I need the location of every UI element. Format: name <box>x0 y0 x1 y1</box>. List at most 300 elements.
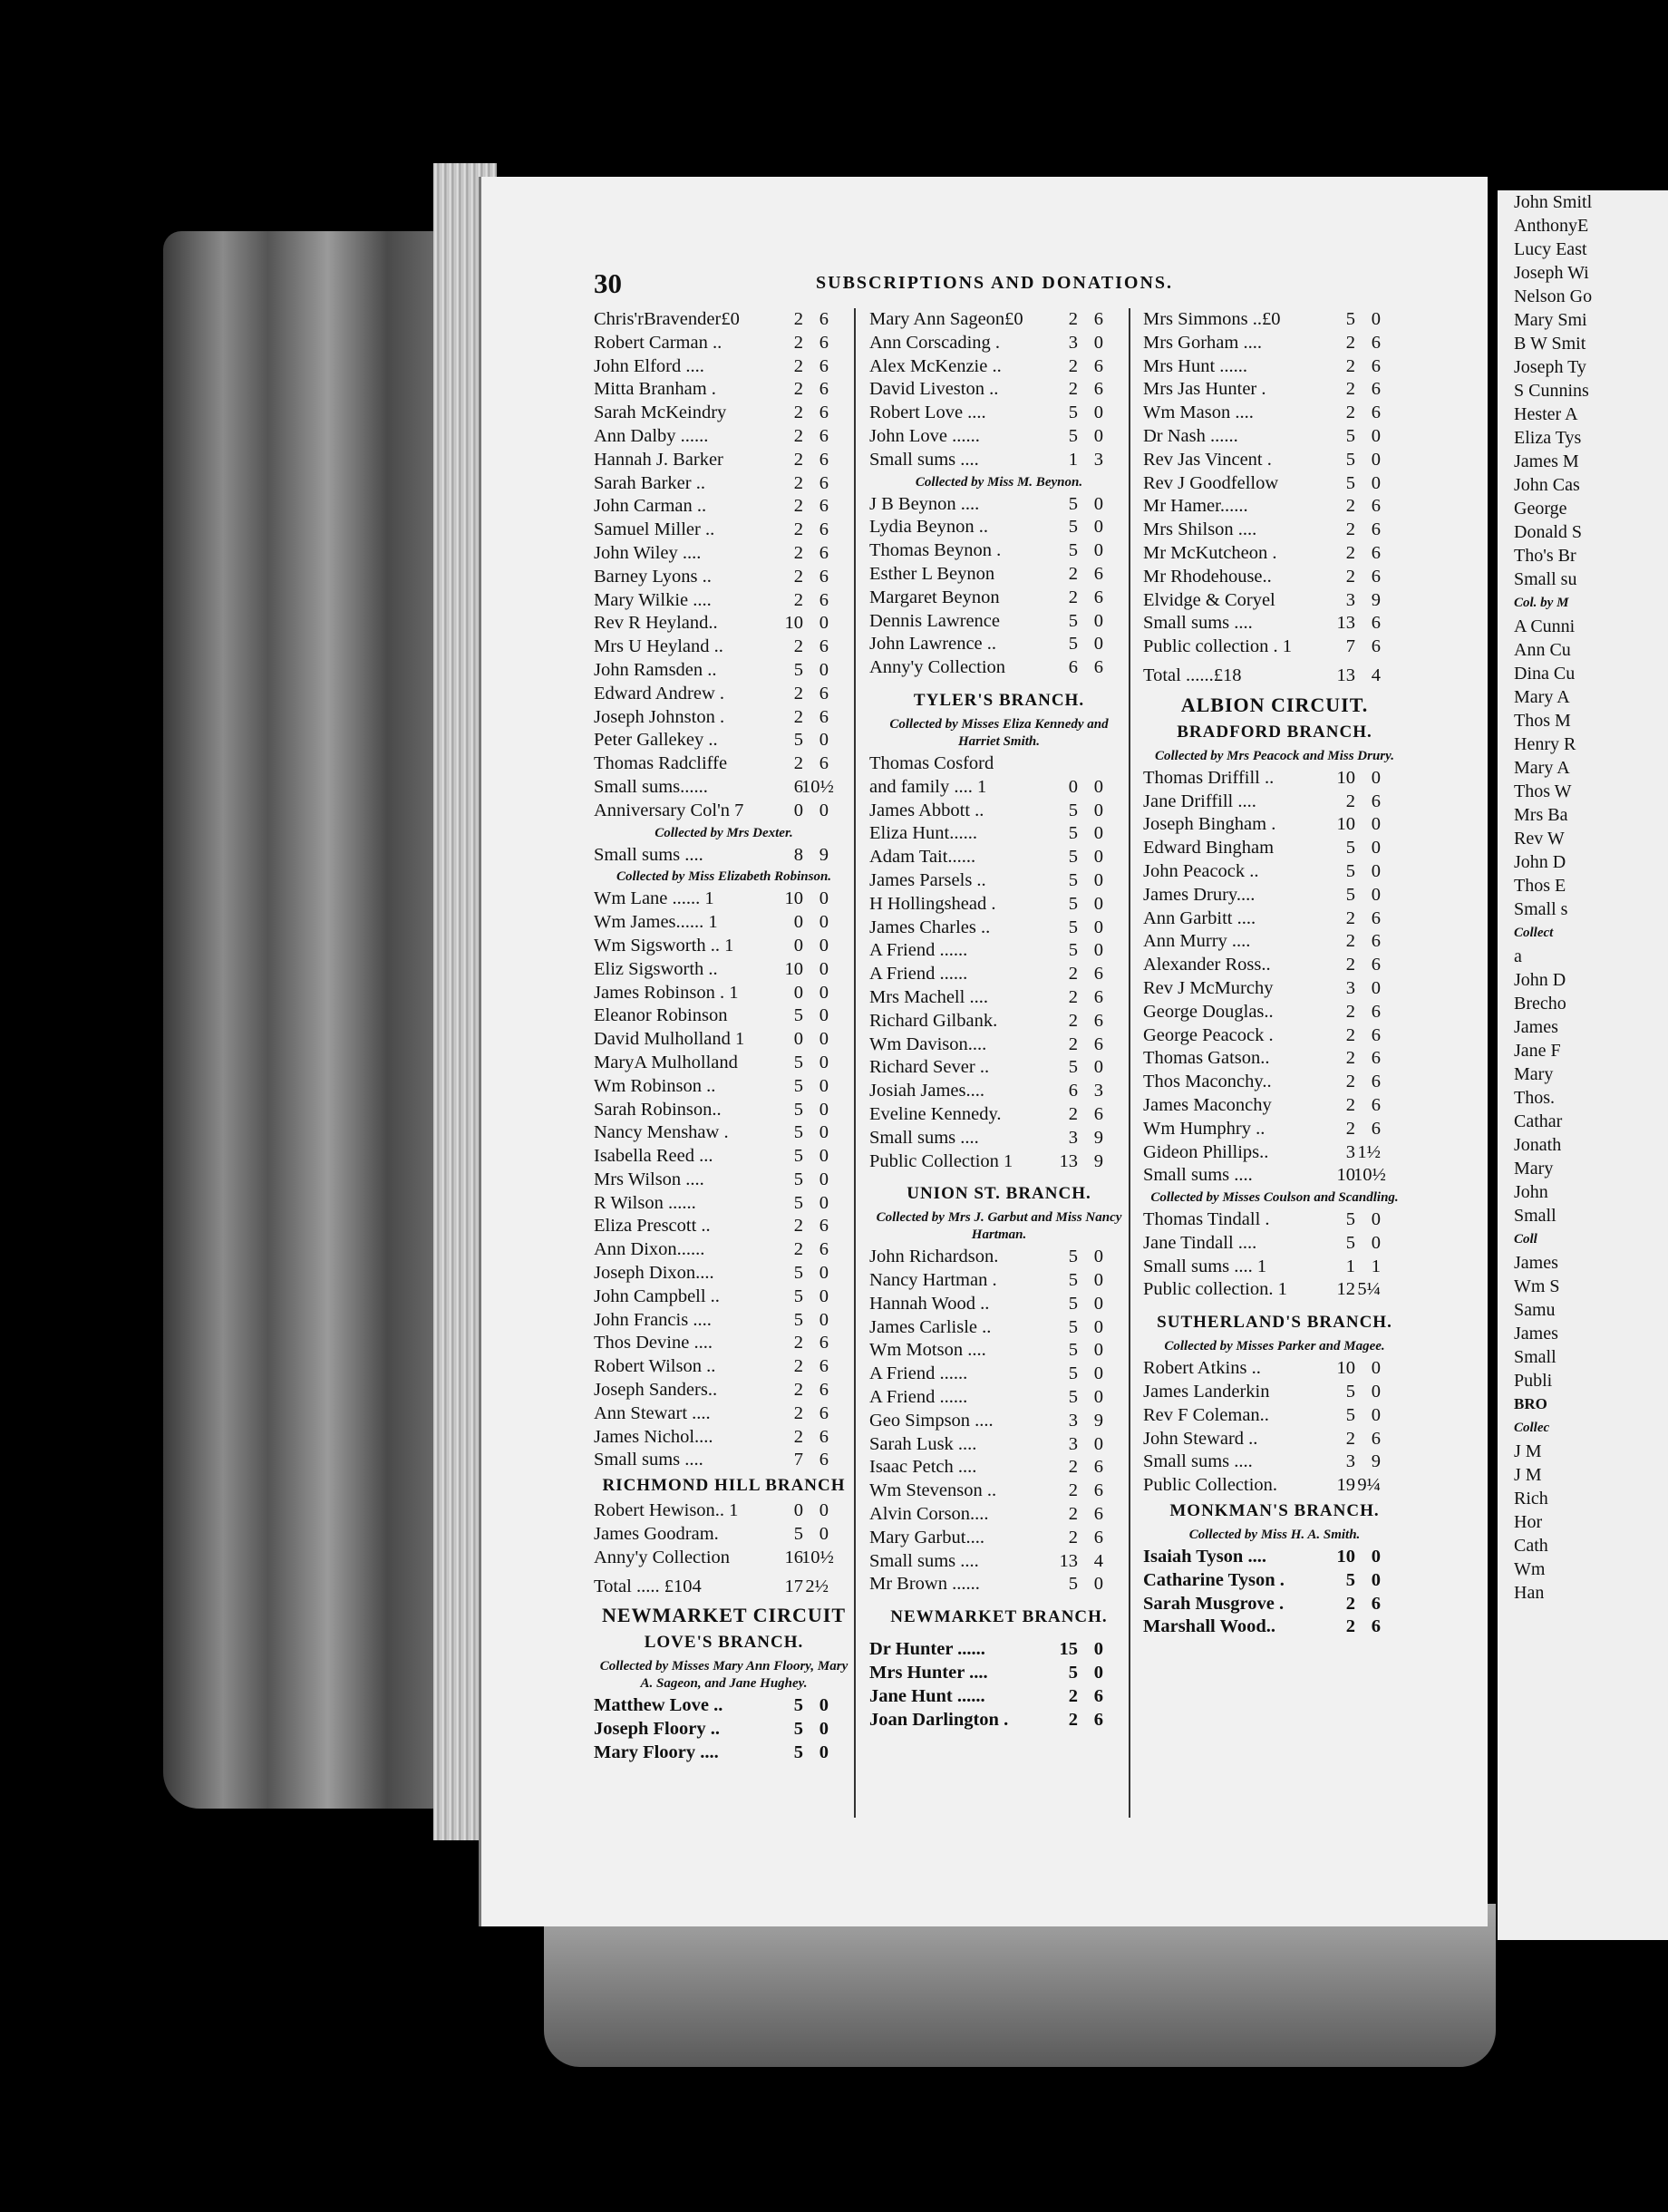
facing-page-line: Joseph Ty <box>1514 357 1586 377</box>
amount-pence: 0 <box>819 1169 829 1189</box>
amount-pence: 6 <box>819 403 829 423</box>
facing-page-line: Nelson Go <box>1514 286 1593 306</box>
subscriber-name: James Carlisle .. <box>869 1316 992 1337</box>
subscriber-name: John Ramsden .. <box>594 659 717 680</box>
subscriber-name: Sarah Musgrove . <box>1143 1593 1285 1614</box>
subscription-row <box>594 1694 854 1718</box>
amount-pence: 0 <box>1093 847 1103 868</box>
subscription-row <box>1143 566 1406 589</box>
subscription-row <box>869 1056 1129 1080</box>
subscriber-name: Matthew Love .. <box>594 1695 723 1716</box>
subscription-row <box>869 656 1129 680</box>
subscriber-name: James Landerkin <box>1143 1382 1270 1402</box>
amount-shillings: 0 <box>793 935 803 956</box>
amount-pence: 0 <box>819 1075 829 1096</box>
subscriber-name: Thomas Cosford <box>869 752 994 773</box>
amount-shillings: 2 <box>1068 1685 1078 1706</box>
amount-pence: 9 <box>1371 589 1381 610</box>
facing-page-line: Small s <box>1514 899 1568 919</box>
amount-pence: 6 <box>819 566 829 587</box>
subscription-row <box>869 1662 1129 1685</box>
amount-pence: 0 <box>1371 449 1381 470</box>
facing-page-line: B W Smit <box>1514 334 1586 354</box>
amount-shillings: 5 <box>793 1099 803 1120</box>
amount-shillings: 2 <box>1345 1094 1355 1115</box>
amount-pence: 0 <box>1371 1358 1381 1379</box>
amount-shillings: 2 <box>1068 1033 1078 1054</box>
amount-pence: 6 <box>819 1380 829 1401</box>
subscription-row <box>594 1547 854 1570</box>
subscription-row <box>594 519 854 542</box>
section-heading: UNION ST. BRANCH. <box>907 1184 1091 1204</box>
subscriber-name: Rev F Coleman.. <box>1143 1404 1269 1425</box>
amount-pence: 6 <box>819 309 829 329</box>
amount-pence: 0 <box>1371 838 1381 859</box>
facing-page-line: Lucy East <box>1514 239 1587 259</box>
amount-pence: 0 <box>819 935 829 956</box>
subscriber-name: Samuel Miller .. <box>594 519 715 540</box>
amount-pence: 6 <box>1371 403 1381 423</box>
amount-shillings: 5 <box>1345 425 1355 446</box>
subscription-row <box>594 589 854 613</box>
amount-pence: 6 <box>1093 1527 1103 1547</box>
amount-shillings: 2 <box>1345 907 1355 928</box>
facing-page-line: Collec <box>1514 1421 1550 1435</box>
subscription-row <box>594 683 854 706</box>
subscriber-name: Ann Garbitt .... <box>1143 907 1256 928</box>
amount-pence: 0 <box>1371 472 1381 493</box>
subscriber-name: Hannah Wood .. <box>869 1293 990 1314</box>
subscriber-name: Esther L Beynon <box>869 563 995 584</box>
subscriber-name: Joseph Sanders.. <box>594 1380 718 1401</box>
amount-shillings: 2 <box>1068 986 1078 1007</box>
subscriber-name: Wm Stevenson .. <box>869 1480 997 1501</box>
subscription-row <box>594 1355 854 1379</box>
spacer <box>869 680 1129 687</box>
amount-pence: 9 <box>1093 1410 1103 1431</box>
subscriber-name: Gideon Phillips.. <box>1143 1141 1269 1162</box>
amount-shillings: 2 <box>1345 1616 1355 1637</box>
subscriber-name: Sarah Lusk .... <box>869 1433 977 1454</box>
amount-pence: 10½ <box>1353 1165 1386 1186</box>
subscription-row <box>869 355 1129 379</box>
amount-shillings: 2 <box>1345 1593 1355 1614</box>
amount-shillings: 5 <box>1068 823 1078 844</box>
subscription-row <box>1143 1024 1406 1048</box>
subscriber-name: Wm Davison.... <box>869 1033 987 1054</box>
amount-shillings: 5 <box>1345 1404 1355 1425</box>
subscriber-name: Mary Ann Sageon£0 <box>869 309 1023 329</box>
subscriber-name: Small sums .... <box>869 1550 979 1571</box>
facing-page-line: A Cunni <box>1514 616 1576 636</box>
amount-pence: 0 <box>819 1192 829 1213</box>
column-2 <box>869 308 1130 1818</box>
subscription-row <box>594 472 854 496</box>
subscription-row <box>594 1379 854 1402</box>
amount-pence: 0 <box>819 1122 829 1143</box>
amount-shillings: 5 <box>793 1169 803 1189</box>
facing-page-line: Dina Cu <box>1514 664 1576 684</box>
subscriber-name: Mrs Machell .... <box>869 986 988 1007</box>
amount-shillings: 2 <box>793 379 803 400</box>
subscriber-name: J B Beynon .... <box>869 493 980 514</box>
amount-pence: 0 <box>819 1029 829 1050</box>
amount-shillings: 3 <box>1068 1127 1078 1148</box>
subscriber-name: James Maconchy <box>1143 1094 1272 1115</box>
amount-pence: 0 <box>1093 1574 1103 1595</box>
amount-pence: 0 <box>1093 776 1103 797</box>
subscription-row <box>869 917 1129 940</box>
facing-page-line: James <box>1514 1253 1558 1273</box>
subscriber-name: A Friend ...... <box>869 940 968 961</box>
amount-shillings: 3 <box>1068 1433 1078 1454</box>
amount-shillings: 2 <box>1345 1024 1355 1045</box>
subscription-row <box>1143 860 1406 884</box>
subscriber-name: Edward Bingham <box>1143 838 1275 859</box>
subscriber-name: Ann Stewart .... <box>594 1402 711 1423</box>
amount-shillings: 5 <box>1068 893 1078 914</box>
subscription-row <box>594 1332 854 1355</box>
subscriber-name: Peter Gallekey .. <box>594 730 718 751</box>
subscriber-name: Robert Hewison.. 1 <box>594 1500 739 1521</box>
amount-shillings: 5 <box>1345 449 1355 470</box>
subscriber-name: John Love ...... <box>869 425 980 446</box>
subscriber-name: Margaret Beynon <box>869 587 1000 607</box>
amount-shillings: 2 <box>793 683 803 703</box>
subscription-row <box>1143 1047 1406 1071</box>
subscription-row <box>869 1480 1129 1503</box>
amount-shillings: 2 <box>1345 519 1355 540</box>
amount-pence: 6 <box>819 683 829 703</box>
amount-shillings: 2 <box>1068 1709 1078 1730</box>
amount-pence: 6 <box>1371 1118 1381 1139</box>
amount-pence: 0 <box>819 1719 829 1740</box>
amount-pence: 6 <box>1371 1094 1381 1115</box>
subscriber-name: Wm Mason .... <box>1143 403 1254 423</box>
amount-pence: 0 <box>1371 1382 1381 1402</box>
amount-shillings: 1 <box>1345 1256 1355 1276</box>
subscription-row <box>594 635 854 659</box>
subscription-row <box>594 1052 854 1075</box>
amount-pence: 0 <box>1093 1293 1103 1314</box>
amount-shillings: 2 <box>1068 309 1078 329</box>
subscriber-name: Joseph Bingham . <box>1143 814 1276 835</box>
facing-page-line: a <box>1514 946 1522 966</box>
subscription-row <box>1143 402 1406 425</box>
amount-pence: 0 <box>1093 869 1103 890</box>
subscriber-name: Eveline Kennedy. <box>869 1103 1002 1124</box>
amount-shillings: 5 <box>1068 517 1078 538</box>
amount-pence: 0 <box>1093 403 1103 423</box>
subscription-row <box>594 1121 854 1145</box>
subscription-row <box>1143 612 1406 635</box>
amount-shillings: 5 <box>793 659 803 680</box>
subscription-row <box>1143 767 1406 791</box>
amount-shillings: 7 <box>1345 636 1355 657</box>
subscription-row <box>594 1099 854 1122</box>
subscription-row <box>869 425 1129 449</box>
subscription-row <box>869 1550 1129 1574</box>
subscriber-name: John Peacock .. <box>1143 860 1259 881</box>
subscription-row <box>594 1145 854 1169</box>
subscription-row <box>869 610 1129 634</box>
amount-shillings: 5 <box>1345 1209 1355 1230</box>
amount-shillings: 2 <box>793 566 803 587</box>
facing-page-line: Wm S <box>1514 1276 1560 1296</box>
subscriber-name: Jane Hunt ...... <box>869 1685 985 1706</box>
subscription-row <box>594 888 854 911</box>
subscriber-name: Rev J McMurchy <box>1143 977 1274 998</box>
subscription-row <box>594 1449 854 1472</box>
amount-shillings: 5 <box>793 1524 803 1545</box>
amount-pence: 0 <box>1093 1316 1103 1337</box>
subscription-row <box>869 1456 1129 1480</box>
subscriber-name: Wm Sigsworth .. 1 <box>594 935 734 956</box>
amount-shillings: 2 <box>793 403 803 423</box>
amount-pence: 6 <box>819 519 829 540</box>
amount-pence: 6 <box>1371 1048 1381 1069</box>
amount-pence: 0 <box>1371 1404 1381 1425</box>
amount-shillings: 5 <box>793 1285 803 1306</box>
subscriber-name: Small sums .... <box>1143 613 1253 634</box>
facing-page-line: Rev W <box>1514 829 1565 849</box>
amount-pence: 6 <box>819 1333 829 1353</box>
amount-pence: 6 <box>1093 355 1103 376</box>
subscription-row <box>594 752 854 776</box>
subscriber-name: Mary Garbut.... <box>869 1527 984 1547</box>
subscription-row <box>594 425 854 449</box>
amount-shillings: 0 <box>793 912 803 933</box>
amount-shillings: 5 <box>793 1695 803 1716</box>
facing-page-line: Joseph Wi <box>1514 263 1589 283</box>
amount-pence: 0 <box>1093 940 1103 961</box>
subscription-row <box>869 846 1129 869</box>
subscription-row <box>869 1363 1129 1386</box>
subscriber-name: Alex McKenzie .. <box>869 355 1002 376</box>
facing-page-line: John D <box>1514 970 1566 990</box>
subscription-row <box>594 911 854 935</box>
subscriber-name: David Mulholland 1 <box>594 1029 745 1050</box>
amount-pence: 0 <box>1093 1270 1103 1291</box>
subscription-row <box>869 1527 1129 1550</box>
subscriber-name: Sarah Robinson.. <box>594 1099 722 1120</box>
amount-shillings: 5 <box>1068 800 1078 820</box>
amount-shillings: 6 <box>1068 1081 1078 1101</box>
subscriber-name: Elvidge & Coryel <box>1143 589 1275 610</box>
amount-shillings: 3 <box>1345 977 1355 998</box>
collector-note: Collected by Miss H. A. Smith. <box>1188 1528 1361 1543</box>
amount-pence: 6 <box>1371 566 1381 587</box>
facing-page-line: Thos E <box>1514 876 1566 896</box>
amount-pence: 6 <box>819 1402 829 1423</box>
collector-note: Collected by Misses Coulson and Scandling. <box>1150 1190 1399 1206</box>
subscriber-name: Dennis Lawrence <box>869 610 1001 631</box>
subscriber-name: Small sums .... 1 <box>1143 1256 1267 1276</box>
subscription-row <box>869 1127 1129 1150</box>
facing-page-line: Rich <box>1514 1489 1548 1509</box>
subscription-row <box>1143 589 1406 613</box>
amount-shillings: 0 <box>793 982 803 1003</box>
amount-shillings: 2 <box>1068 1527 1078 1547</box>
amount-shillings: 5 <box>1068 1293 1078 1314</box>
amount-shillings: 10 <box>1336 1358 1355 1379</box>
subscription-row <box>869 822 1129 846</box>
amount-shillings: 3 <box>1068 1410 1078 1431</box>
amount-pence: 0 <box>1093 823 1103 844</box>
subscription-row <box>1143 1071 1406 1094</box>
amount-pence: 6 <box>1093 1504 1103 1525</box>
subscription-row <box>594 495 854 519</box>
amount-pence: 0 <box>1093 1363 1103 1384</box>
subscriber-name: Thos Devine .... <box>594 1333 713 1353</box>
amount-shillings: 19 <box>1336 1475 1355 1496</box>
amount-pence: 6 <box>819 1356 829 1377</box>
subscription-row <box>1143 1232 1406 1256</box>
amount-shillings: 1 <box>1068 449 1078 470</box>
subscriber-name: Mr Hamer...... <box>1143 496 1248 517</box>
amount-shillings: 2 <box>793 496 803 517</box>
amount-pence: 0 <box>819 888 829 909</box>
spacer <box>869 1173 1129 1180</box>
amount-shillings: 12 <box>1336 1279 1355 1300</box>
subscriber-name: Public collection . 1 <box>1143 636 1292 657</box>
subscription-row <box>594 1718 854 1741</box>
subscriber-name: John Francis .... <box>594 1309 712 1330</box>
amount-pence: 0 <box>819 1309 829 1330</box>
subscriber-name: Mrs Jas Hunter . <box>1143 379 1266 400</box>
subscriber-name: Robert Atkins .. <box>1143 1358 1261 1379</box>
section-heading: BRADFORD BRANCH. <box>1177 722 1372 742</box>
amount-pence: 6 <box>1371 379 1381 400</box>
amount-shillings: 2 <box>1345 403 1355 423</box>
amount-shillings: 2 <box>793 425 803 446</box>
amount-pence: 6 <box>819 1216 829 1237</box>
total-row <box>594 1576 854 1599</box>
amount-pence: 6 <box>1093 1685 1103 1706</box>
collector-note: Collected by Miss M. Beynon. <box>915 474 1083 490</box>
amount-pence: 6 <box>1093 986 1103 1007</box>
section-heading: ALBION CIRCUIT. <box>1180 693 1369 716</box>
facing-page-line: Small su <box>1514 569 1577 589</box>
facing-page-line: Han <box>1514 1583 1545 1603</box>
amount-pence: 6 <box>819 1239 829 1260</box>
amount-shillings: 2 <box>1345 791 1355 811</box>
amount-shillings: 2 <box>1068 1457 1078 1478</box>
amount-shillings: 5 <box>793 1742 803 1763</box>
facing-page-line: Coll <box>1514 1232 1537 1247</box>
section-heading: MONKMAN'S BRANCH. <box>1169 1501 1380 1521</box>
subscriber-name: Hannah J. Barker <box>594 449 723 470</box>
amount-pence: 6 <box>1371 1616 1381 1637</box>
amount-pence: 3 <box>1093 1081 1103 1101</box>
subscriber-name: Isaac Petch .... <box>869 1457 977 1478</box>
amount-shillings: 5 <box>1345 1569 1355 1590</box>
amount-pence: 0 <box>819 659 829 680</box>
subscription-row <box>1143 495 1406 519</box>
subscriber-name: Edward Andrew . <box>594 683 725 703</box>
subscription-row <box>1143 542 1406 566</box>
subscriber-name: Sarah McKeindry <box>594 403 727 423</box>
amount-pence: 9 <box>819 844 829 865</box>
subscription-row <box>869 1410 1129 1433</box>
collector-note: Collected by Mrs J. Garbut and Miss Nancy Hartman. <box>876 1210 1122 1243</box>
amount-pence: 10½ <box>801 1547 834 1567</box>
facing-page-line: J M <box>1514 1441 1542 1461</box>
subscriber-name: John Carman .. <box>594 496 707 517</box>
subscription-row <box>594 1309 854 1333</box>
amount-pence: 0 <box>1093 634 1103 655</box>
facing-page-line: Wm <box>1514 1559 1546 1579</box>
subscription-row <box>1143 308 1406 332</box>
subscription-row <box>594 935 854 958</box>
amount-pence: 0 <box>819 1500 829 1521</box>
subscription-row <box>869 1685 1129 1709</box>
amount-pence: 0 <box>1093 1387 1103 1408</box>
subscriber-name: Total ......£18 <box>1143 665 1242 685</box>
amount-pence: 3 <box>1093 449 1103 470</box>
amount-pence: 9¼ <box>1357 1475 1381 1496</box>
amount-shillings: 2 <box>1068 587 1078 607</box>
subscriber-name: Mrs Gorham .... <box>1143 332 1262 353</box>
amount-pence: 6 <box>1093 657 1103 678</box>
amount-pence: 6 <box>1371 636 1381 657</box>
subscriber-name: and family .... 1 <box>869 776 987 797</box>
amount-pence: 0 <box>1371 309 1381 329</box>
amount-shillings: 2 <box>793 1216 803 1237</box>
subscription-row <box>1143 837 1406 860</box>
amount-pence: 0 <box>1371 884 1381 905</box>
subscriber-name: Isaiah Tyson .... <box>1143 1547 1266 1567</box>
subscriber-name: R Wilson ...... <box>594 1192 696 1213</box>
amount-shillings: 5 <box>1068 1387 1078 1408</box>
facing-page-line: John <box>1514 1182 1548 1202</box>
amount-pence: 0 <box>819 1146 829 1167</box>
subscriber-name: James Parsels .. <box>869 869 986 890</box>
amount-pence: 0 <box>1093 332 1103 353</box>
subscription-row <box>1143 332 1406 355</box>
subscription-row <box>869 1386 1129 1410</box>
subscriber-name: Alvin Corson.... <box>869 1504 989 1525</box>
amount-shillings: 3 <box>1345 1451 1355 1472</box>
amount-shillings: 10 <box>784 613 803 634</box>
amount-pence: 0 <box>1093 893 1103 914</box>
amount-pence: 0 <box>1371 814 1381 835</box>
amount-shillings: 5 <box>793 1122 803 1143</box>
amount-shillings: 5 <box>793 1719 803 1740</box>
amount-shillings: 2 <box>793 636 803 657</box>
subscription-row <box>869 402 1129 425</box>
amount-shillings: 2 <box>1068 1103 1078 1124</box>
subscription-row <box>594 1169 854 1192</box>
subscription-row <box>594 542 854 566</box>
subscription-row <box>1143 1094 1406 1118</box>
facing-page-line: Mary A <box>1514 687 1570 707</box>
subscription-row <box>1143 1141 1406 1165</box>
amount-shillings: 15 <box>1059 1639 1078 1660</box>
subscription-row <box>869 752 1129 776</box>
amount-pence: 0 <box>1093 917 1103 937</box>
subscription-row <box>1143 930 1406 954</box>
subscription-row <box>1143 1569 1406 1593</box>
amount-shillings: 5 <box>1345 309 1355 329</box>
total-row <box>1143 665 1406 688</box>
subscription-row <box>1143 472 1406 496</box>
amount-shillings: 2 <box>1345 1072 1355 1092</box>
column-3 <box>1143 308 1406 1818</box>
amount-shillings: 5 <box>793 730 803 751</box>
facing-page-line: Samu <box>1514 1300 1556 1320</box>
amount-shillings: 2 <box>1068 1504 1078 1525</box>
